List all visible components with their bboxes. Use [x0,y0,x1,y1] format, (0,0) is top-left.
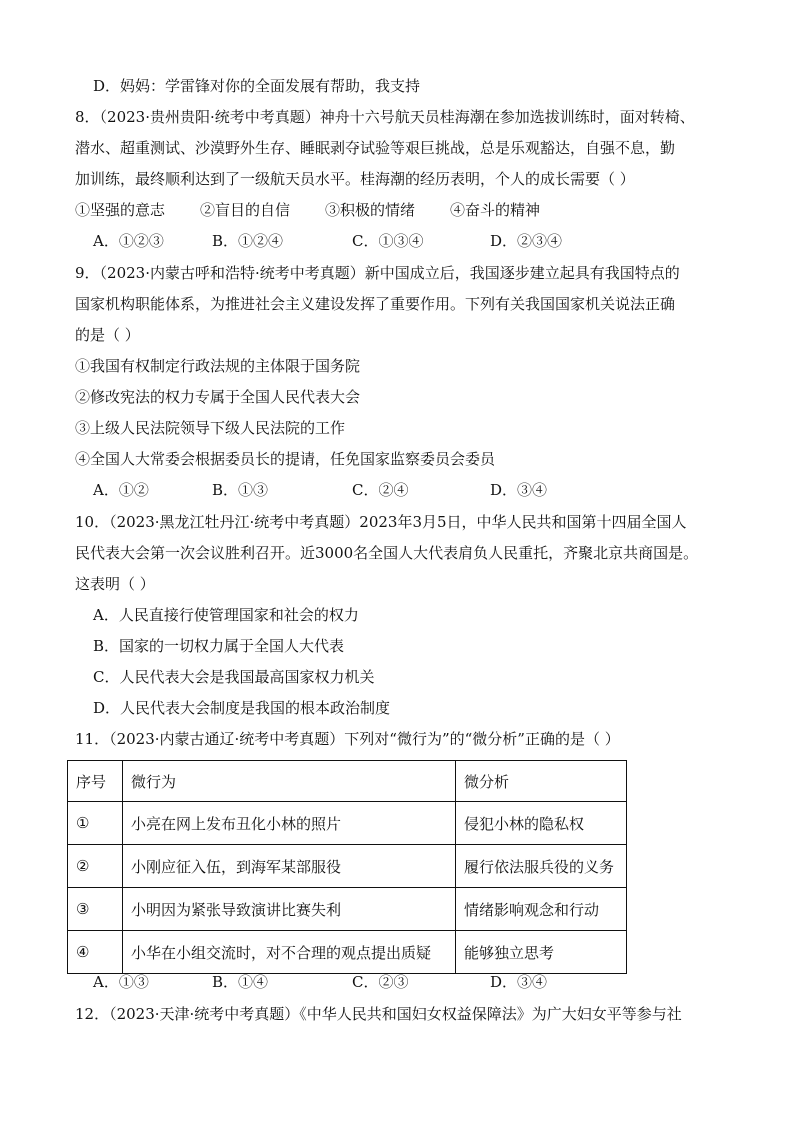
table-header-row [68,761,627,802]
q11-table [67,760,627,974]
q8-item: ④奋斗的精神 [450,201,541,219]
table-cell: ③ [68,888,123,931]
q8-option-a[interactable]: A．①②③ [93,232,164,250]
q9-option-d[interactable]: D．③④ [490,481,548,499]
table-cell: 小明因为紧张导致演讲比赛失利 [123,888,456,931]
table-cell: 小刚应征入伍，到海军某部服役 [123,845,456,888]
q10-option-d[interactable]: D．人民代表大会制度是我国的根本政治制度 [93,699,391,717]
q9-stem-line: 9．（2023·内蒙古呼和浩特·统考中考真题）新中国成立后，我国逐步建立起具有我国特点的 [75,264,680,282]
q8-item: ②盲目的自信 [200,201,291,219]
table-cell: ① [68,802,123,845]
q8-item: ③积极的情绪 [325,201,416,219]
table-row [68,888,627,931]
q9-item: ①我国有权制定行政法规的主体限于国务院 [75,357,361,375]
q9-option-b[interactable]: B．①③ [212,481,269,499]
table-cell: ④ [68,931,123,974]
q10-option-a[interactable]: A．人民直接行使管理国家和社会的权力 [93,606,359,624]
q7-option-d: D．妈妈：学雷锋对你的全面发展有帮助，我支持 [93,77,421,95]
q10-stem-line: 10．（2023·黑龙江牡丹江·统考中考真题）2023年3月5日，中华人民共和国第十四届全国人 [75,513,687,531]
q8-stem-line: 加训练，最终顺利达到了一级航天员水平。桂海潮的经历表明，个人的成长需要（ ） [75,170,635,188]
q11-option-a[interactable]: A．①③ [93,973,149,991]
table-header-cell: 序号 [68,761,123,802]
q9-stem-line: 的是（ ） [75,326,140,344]
table-cell: ② [68,845,123,888]
table-header-cell: 微分析 [456,761,627,802]
q8-option-d[interactable]: D．②③④ [490,232,563,250]
q8-item: ①坚强的意志 [75,201,166,219]
q11-stem: 11．（2023·内蒙古通辽·统考中考真题）下列对“微行为”的“微分析”正确的是（ ） [75,730,620,748]
table-cell: 小亮在网上发布丑化小林的照片 [123,802,456,845]
table-row [68,845,627,888]
table-cell: 能够独立思考 [456,931,627,974]
q9-item: ③上级人民法院领导下级人民法院的工作 [75,419,346,437]
q8-stem-line: 潜水、超重测试、沙漠野外生存、睡眠剥夺试验等艰巨挑战，总是乐观豁达，自强不息，勤 [75,139,676,157]
q10-stem-line: 民代表大会第一次会议胜利召开。近3000名全国人大代表肩负人民重托，齐聚北京共商国是。 [75,544,699,562]
q10-stem-line: 这表明（ ） [75,575,155,593]
table-row [68,931,627,974]
table-header-cell: 微行为 [123,761,456,802]
table-cell: 情绪影响观念和行动 [456,888,627,931]
table-cell: 侵犯小林的隐私权 [456,802,627,845]
q10-option-b[interactable]: B．国家的一切权力属于全国人大代表 [93,637,345,655]
q9-option-c[interactable]: C．②④ [352,481,409,499]
q8-option-c[interactable]: C．①③④ [352,232,424,250]
q12-stem-line: 12．（2023·天津·统考中考真题）《中华人民共和国妇女权益保障法》为广大妇女平等参与社 [75,1005,682,1023]
q11-option-b[interactable]: B．①④ [212,973,269,991]
q11-option-c[interactable]: C．②③ [352,973,409,991]
q8-stem-line: 8．（2023·贵州贵阳·统考中考真题）神舟十六号航天员桂海潮在参加选拔训练时，面对转椅、 [75,108,695,126]
q9-item: ②修改宪法的权力专属于全国人民代表大会 [75,388,361,406]
table-cell: 履行依法服兵役的义务 [456,845,627,888]
q11-option-d[interactable]: D．③④ [490,973,548,991]
table-row [68,802,627,845]
q10-option-c[interactable]: C．人民代表大会是我国最高国家权力机关 [93,668,375,686]
q9-option-a[interactable]: A．①② [93,481,149,499]
q9-stem-line: 国家机构职能体系，为推进社会主义建设发挥了重要作用。下列有关我国国家机关说法正确 [75,295,676,313]
table-cell: 小华在小组交流时，对不合理的观点提出质疑 [123,931,456,974]
q8-option-b[interactable]: B．①②④ [212,232,284,250]
q9-item: ④全国人大常委会根据委员长的提请，任免国家监察委员会委员 [75,450,496,468]
